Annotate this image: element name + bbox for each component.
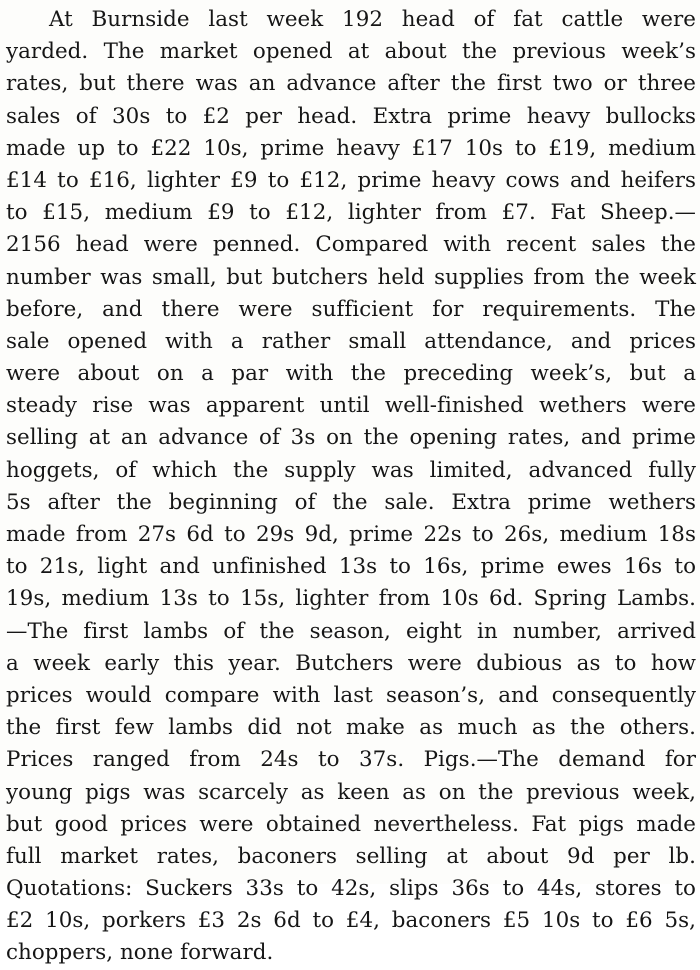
text-line: —The first lambs of the season, eight in number, arrived <box>6 618 696 644</box>
text-line: the first few lambs did not make as much as the others. <box>6 715 696 741</box>
text-line: but good prices were obtained nevertheless. Fat pigs made <box>6 811 696 837</box>
text-line: a week early this year. Butchers were dubious as to how <box>6 650 696 676</box>
text-line: hoggets, of which the supply was limited, advanced fully <box>6 457 696 483</box>
text-line: yarded. The market opened at about the previous week’s <box>6 39 696 65</box>
text-line: to £15, medium £9 to £12, lighter from £7. Fat Sheep.— <box>6 200 696 226</box>
text-line: before, and there were sufficient for requirements. The <box>6 296 696 322</box>
text-line: steady rise was apparent until well-finished wethers were <box>6 393 696 419</box>
text-line: Quotations: Suckers 33s to 42s, slips 36s to 44s, stores to <box>6 876 696 902</box>
text-line: 19s, medium 13s to 15s, lighter from 10s 6d. Spring Lambs. <box>6 586 696 612</box>
text-line: Prices ranged from 24s to 37s. Pigs.—The demand for <box>6 747 696 773</box>
text-line: sale opened with a rather small attendance, and prices <box>6 328 696 354</box>
text-line: to 21s, light and unfinished 13s to 16s, prime ewes 16s to <box>6 554 696 580</box>
text-line: 2156 head were penned. Compared with recent sales the <box>6 232 696 258</box>
market-report-paragraph <box>6 4 696 970</box>
text-line: 5s after the beginning of the sale. Extra prime wethers <box>6 489 696 515</box>
text-line: £14 to £16, lighter £9 to £12, prime heavy cows and heifers <box>6 167 696 193</box>
text-line: made from 27s 6d to 29s 9d, prime 22s to 26s, medium 18s <box>6 522 696 547</box>
text-line: At Burnside last week 192 head of fat cattle were <box>49 7 696 32</box>
text-line: selling at an advance of 3s on the opening rates, and prime <box>6 425 696 451</box>
text-line: sales of 30s to £2 per head. Extra prime heavy bullocks <box>6 103 696 129</box>
text-line: young pigs was scarcely as keen as on the previous week, <box>6 779 696 805</box>
text-line: choppers, none forward. <box>6 940 274 966</box>
text-line: £2 10s, porkers £3 2s 6d to £4, baconers £5 10s to £6 5s, <box>6 908 696 934</box>
text-line: prices would compare with last season’s, and consequently <box>6 682 696 708</box>
text-line: number was small, but butchers held supplies from the week <box>6 264 696 290</box>
text-line: rates, but there was an advance after the first two or three <box>6 71 696 97</box>
text-line: were about on a par with the preceding week’s, but a <box>6 361 696 387</box>
text-line: made up to £22 10s, prime heavy £17 10s to £19, medium <box>6 135 696 161</box>
text-line: full market rates, baconers selling at about 9d per lb. <box>6 843 696 869</box>
